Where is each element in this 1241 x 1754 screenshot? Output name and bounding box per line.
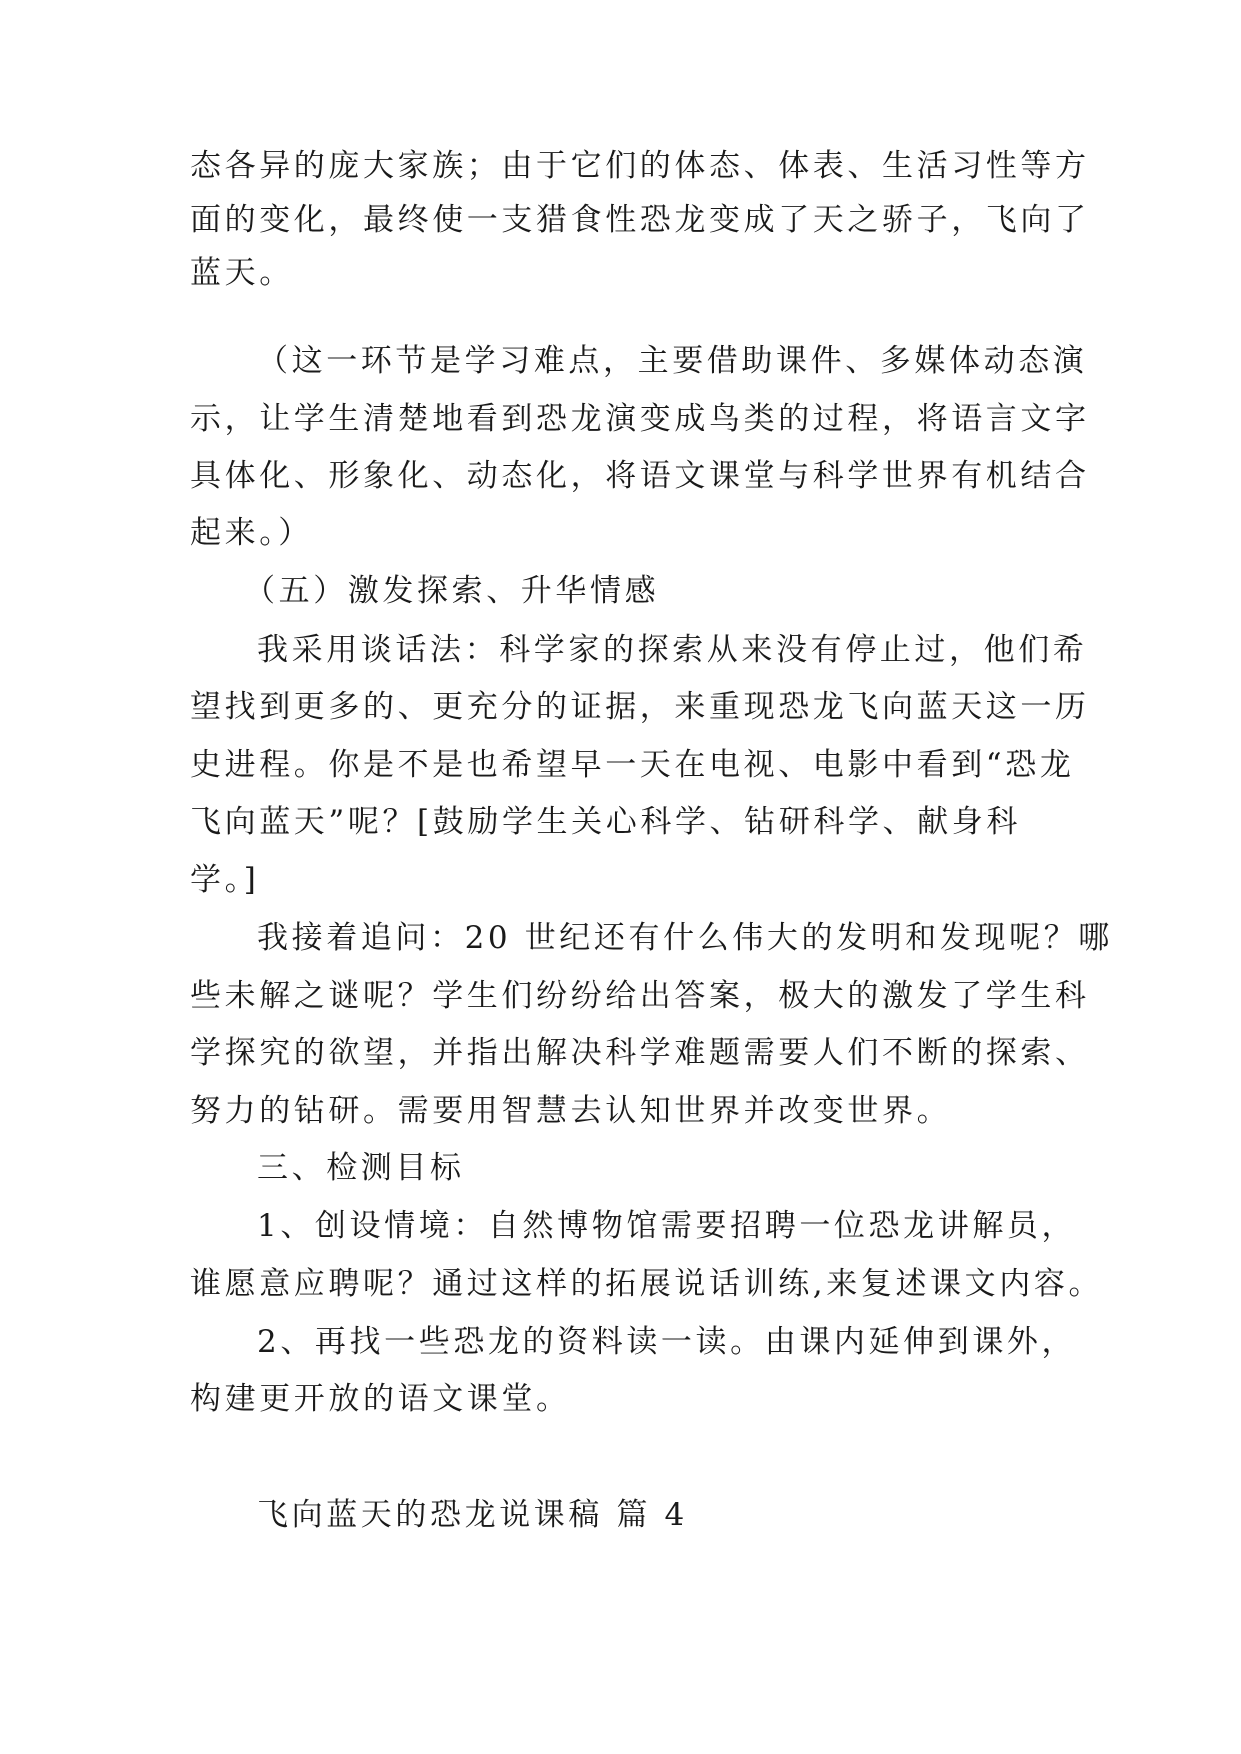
text-line: 起来。） xyxy=(190,515,313,551)
text-line: （这一环节是学习难点，主要借助课件、多媒体动态演 xyxy=(257,343,1088,379)
text-line: 谁愿意应聘呢？通过这样的拓展说话训练,来复述课文内容。 xyxy=(190,1266,1104,1302)
text-line: 我接着追问：20 世纪还有什么伟大的发明和发现呢？哪 xyxy=(257,920,1113,956)
text-line: 构建更开放的语文课堂。 xyxy=(190,1381,571,1417)
text-line: 具体化、形象化、动态化，将语文课堂与科学世界有机结合 xyxy=(190,458,1090,494)
text-line: 飞向蓝天”呢？[鼓励学生关心科学、钻研科学、献身科 xyxy=(190,804,1021,840)
text-line: 史进程。你是不是也希望早一天在电视、电影中看到“恐龙 xyxy=(190,747,1075,783)
text-line: 学探究的欲望，并指出解决科学难题需要人们不断的探索、 xyxy=(190,1035,1090,1071)
text-line: 蓝天。 xyxy=(190,255,294,291)
text-line: 面的变化，最终使一支猎食性恐龙变成了天之骄子，飞向了 xyxy=(190,202,1090,238)
document-title: 飞向蓝天的恐龙说课稿 篇 4 xyxy=(257,1497,688,1533)
text-line: 2、再找一些恐龙的资料读一读。由课内延伸到课外， xyxy=(257,1324,1077,1360)
text-line: 学。] xyxy=(190,862,260,898)
text-line: 努力的钻研。需要用智慧去认知世界并改变世界。 xyxy=(190,1093,952,1129)
section-heading: （五）激发探索、升华情感 xyxy=(244,573,660,609)
text-line: 示，让学生清楚地看到恐龙演变成鸟类的过程，将语言文字 xyxy=(190,401,1090,437)
text-line: 望找到更多的、更充分的证据，来重现恐龙飞向蓝天这一历 xyxy=(190,689,1090,725)
text-line: 我采用谈话法：科学家的探索从来没有停止过，他们希 xyxy=(257,632,1088,668)
text-line: 1、创设情境：自然博物馆需要招聘一位恐龙讲解员， xyxy=(257,1208,1077,1244)
text-line: 态各异的庞大家族；由于它们的体态、体表、生活习性等方 xyxy=(190,148,1090,184)
section-heading: 三、检测目标 xyxy=(257,1150,465,1186)
text-line: 些未解之谜呢？学生们纷纷给出答案，极大的激发了学生科 xyxy=(190,978,1090,1014)
